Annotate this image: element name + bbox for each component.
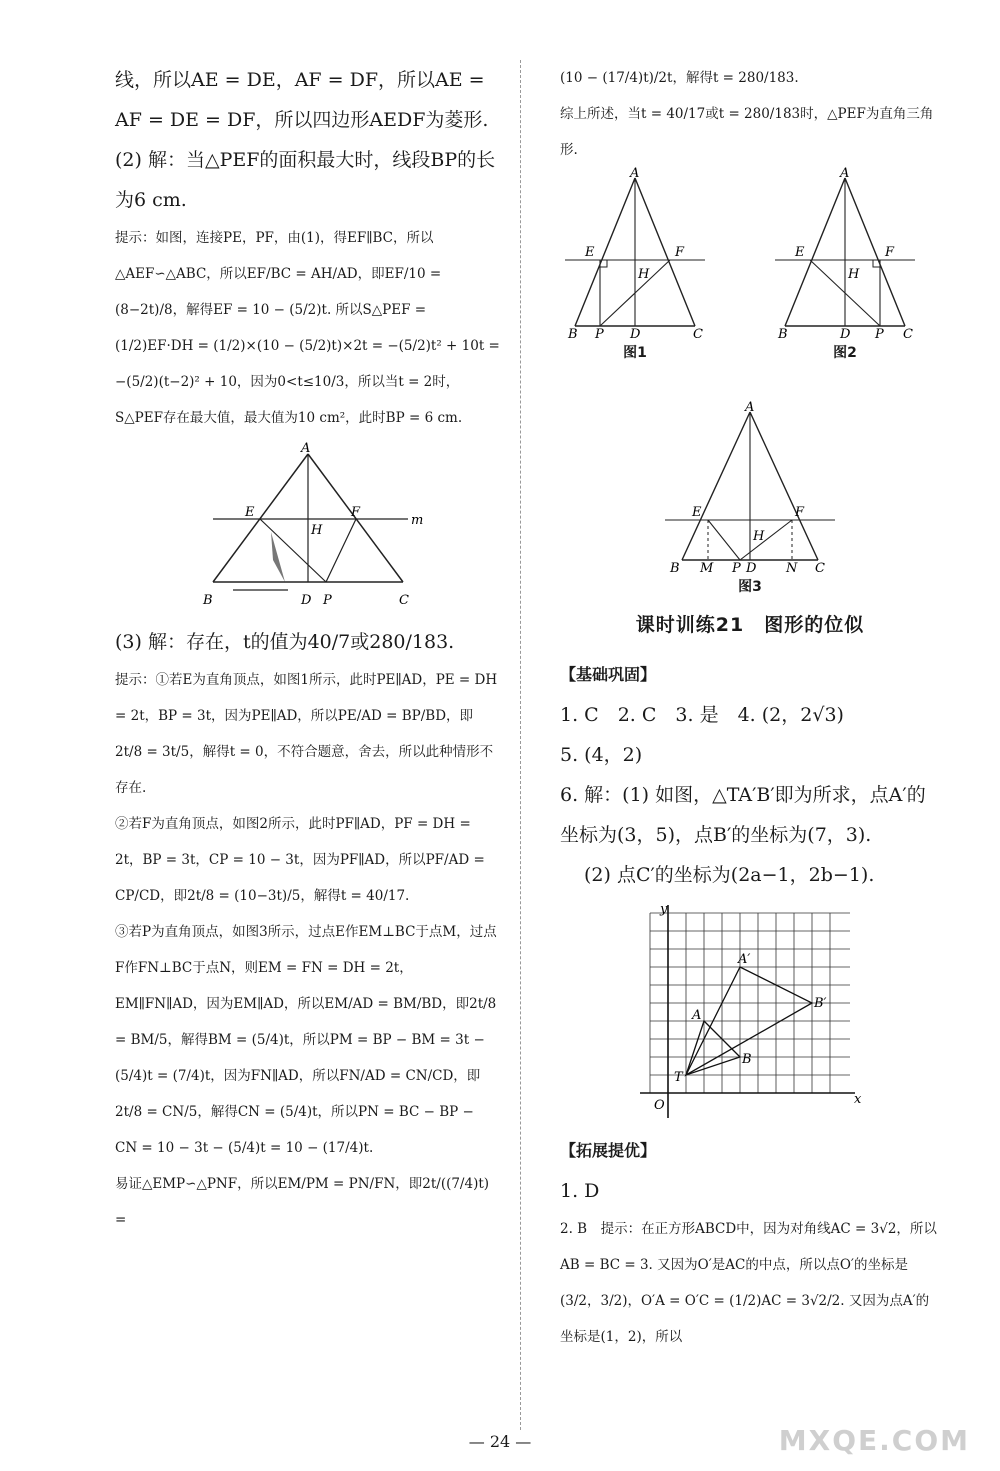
svg-text:y: y (660, 902, 668, 917)
svg-text:B: B (670, 561, 680, 576)
svg-text:F: F (885, 245, 895, 260)
para-2: (2) 解：当△PEF的面积最大时，线段BP的长为6 cm. (115, 149, 496, 211)
svg-text:A′: A′ (738, 952, 751, 967)
figure-3 (560, 402, 940, 596)
column-divider (520, 60, 521, 1430)
svg-text:C: C (815, 561, 825, 576)
label-c: C (398, 593, 409, 608)
answer-6a: 6. 解：(1) 如图，△TA′B′即为所求，点A′的坐标为(3，5)，点B′的坐标为(7，3). (560, 784, 926, 846)
svg-text:E: E (795, 245, 805, 260)
label-d: D (300, 593, 311, 608)
triangle-figure-main (193, 441, 423, 614)
triangle-figure-2 (770, 166, 920, 342)
label-a: A (300, 441, 310, 456)
fig3-label: 图3 (738, 579, 762, 595)
fig1-label: 图1 (623, 345, 647, 361)
answer-1-4: 1. C 2. C 3. 是 4. (2，2√3) (560, 704, 844, 726)
triangle-figure-3 (660, 400, 840, 576)
svg-text:M: M (700, 561, 714, 576)
hint-3d: 易证△EMP∽△PNF，所以EM/PM = PN/FN，即2t/((7/4)t) = (115, 1176, 490, 1228)
page-number: — 24 — (468, 1432, 532, 1451)
svg-text:T: T (674, 1070, 683, 1085)
hint-3c: ③若P为直角顶点，如图3所示，过点E作EM⊥BC于点M，过点F作FN⊥BC于点N，则EM = FN = DH = 2t，EM∥FN∥AD，因为EM∥AD，所以EM/AD = BM/BD，即2t/8 = BM/5，解得BM = (5/4)t，所以PM = BP − BM = 3t − (5/4)t = (7/4)t，因为FN∥AD，所以FN/AD = CN/CD，即2t/8 = CN/5，解得CN = (5/4)t，所以PN = BC − BP − CN = 10 − 3t − (5/4)t = 10 − (17/4)t. (115, 924, 497, 1156)
figure-2 (770, 168, 920, 362)
fig2-label: 图2 (833, 345, 857, 361)
figures-1-2 (560, 168, 920, 362)
svg-text:x: x (854, 1092, 862, 1107)
answer-6b: (2) 点C′的坐标为(2a−1，2b−1). (584, 864, 875, 886)
svg-text:N: N (786, 561, 798, 576)
answer-5: 5. (4，2) (560, 744, 643, 766)
svg-text:D: D (630, 327, 641, 342)
right-column (560, 60, 940, 1355)
svg-text:C: C (903, 327, 913, 342)
cont-1: (10 − (17/4)t)/2t，解得t = 280/183. (560, 70, 799, 86)
svg-text:D: D (746, 561, 757, 576)
svg-text:H: H (638, 267, 650, 282)
svg-text:P: P (595, 327, 604, 342)
label-e: E (244, 505, 254, 520)
svg-text:F: F (795, 505, 805, 520)
label-b: B (202, 593, 213, 608)
svg-text:B: B (742, 1052, 752, 1067)
triangle-figure-1 (560, 166, 710, 342)
svg-text:D: D (840, 327, 851, 342)
svg-text:B′: B′ (814, 996, 827, 1011)
hint-2: 提示：如图，连接PE，PF，由(1)，得EF∥BC，所以△AEF∽△ABC，所以EF/BC = AH/AD，即EF/10 = (8−2t)/8，解得EF = 10 − (5/2)t. 所以S△PEF = (1/2)EF·DH = (1/2)×(10 − (5/2)t)×2t = −(5/2)t² + 10t = −(5/2)(t−2)² + 10，因为0<t≤10/3，所以当t = 2时，S△PEF存在最大值，最大值为10 cm²，此时BP = 6 cm. (115, 230, 500, 426)
para-1: 线，所以AE = DE，AF = DF，所以AE = AF = DE = DF，所以四边形AEDF为菱形. (115, 69, 489, 131)
svg-text:P: P (732, 561, 741, 576)
svg-text:E: E (692, 505, 702, 520)
svg-text:B: B (568, 327, 578, 342)
basic-header: 【基础巩固】 (560, 665, 657, 684)
extension-header: 【拓展提优】 (560, 1141, 657, 1160)
figure-1 (560, 168, 710, 362)
svg-text:A: A (745, 400, 755, 415)
svg-text:E: E (585, 245, 595, 260)
ext-answer-1: 1. D (560, 1180, 600, 1202)
label-p: P (322, 593, 332, 608)
svg-text:A: A (692, 1008, 702, 1023)
para-3: (3) 解：存在，t的值为40/7或280/183. (115, 631, 455, 653)
svg-text:A: A (840, 166, 850, 181)
svg-text:O: O (654, 1098, 665, 1113)
cont-2: 综上所述，当t = 40/17或t = 280/183时，△PEF为直角三角形. (560, 106, 934, 158)
hint-3b: ②若F为直角顶点，如图2所示，此时PF∥AD，PF = DH = 2t，BP = 3t，CP = 10 − 3t，因为PF∥AD，所以PF/AD = CP/CD，即2t/8 = (10−3t)/5，解得t = 40/17. (115, 816, 485, 904)
label-m: m (410, 513, 423, 528)
label-h: H (310, 523, 322, 538)
watermark: MXQE.COM (778, 1424, 970, 1457)
label-f: F (350, 505, 360, 520)
svg-text:C: C (693, 327, 703, 342)
section-title: 课时训练21 图形的位似 (635, 614, 865, 636)
grid-figure (640, 903, 860, 1123)
ext-answer-2: 2. B 提示：在正方形ABCD中，因为对角线AC = 3√2，所以AB = BC = 3. 又因为O′是AC的中点，所以点O′的坐标是(3/2，3/2)，O′A = O′C = (1/2)AC = 3√2/2. 又因为点A′的坐标是(1，2)，所以 (560, 1221, 937, 1345)
triangle-tab (686, 1021, 740, 1075)
svg-text:P: P (875, 327, 884, 342)
svg-text:H: H (848, 267, 860, 282)
left-column (115, 60, 500, 1238)
svg-text:A: A (630, 166, 640, 181)
svg-text:B: B (778, 327, 788, 342)
svg-text:H: H (753, 529, 765, 544)
svg-text:F: F (675, 245, 685, 260)
hint-3a: 提示：①若E为直角顶点，如图1所示，此时PE∥AD，PE = DH = 2t，BP = 3t，因为PE∥AD，所以PE/AD = BP/BD，即2t/8 = 3t/5，解得t = 0，不符合题意，舍去，所以此种情形不存在. (115, 672, 498, 796)
shaded-triangle-pef (271, 532, 285, 582)
